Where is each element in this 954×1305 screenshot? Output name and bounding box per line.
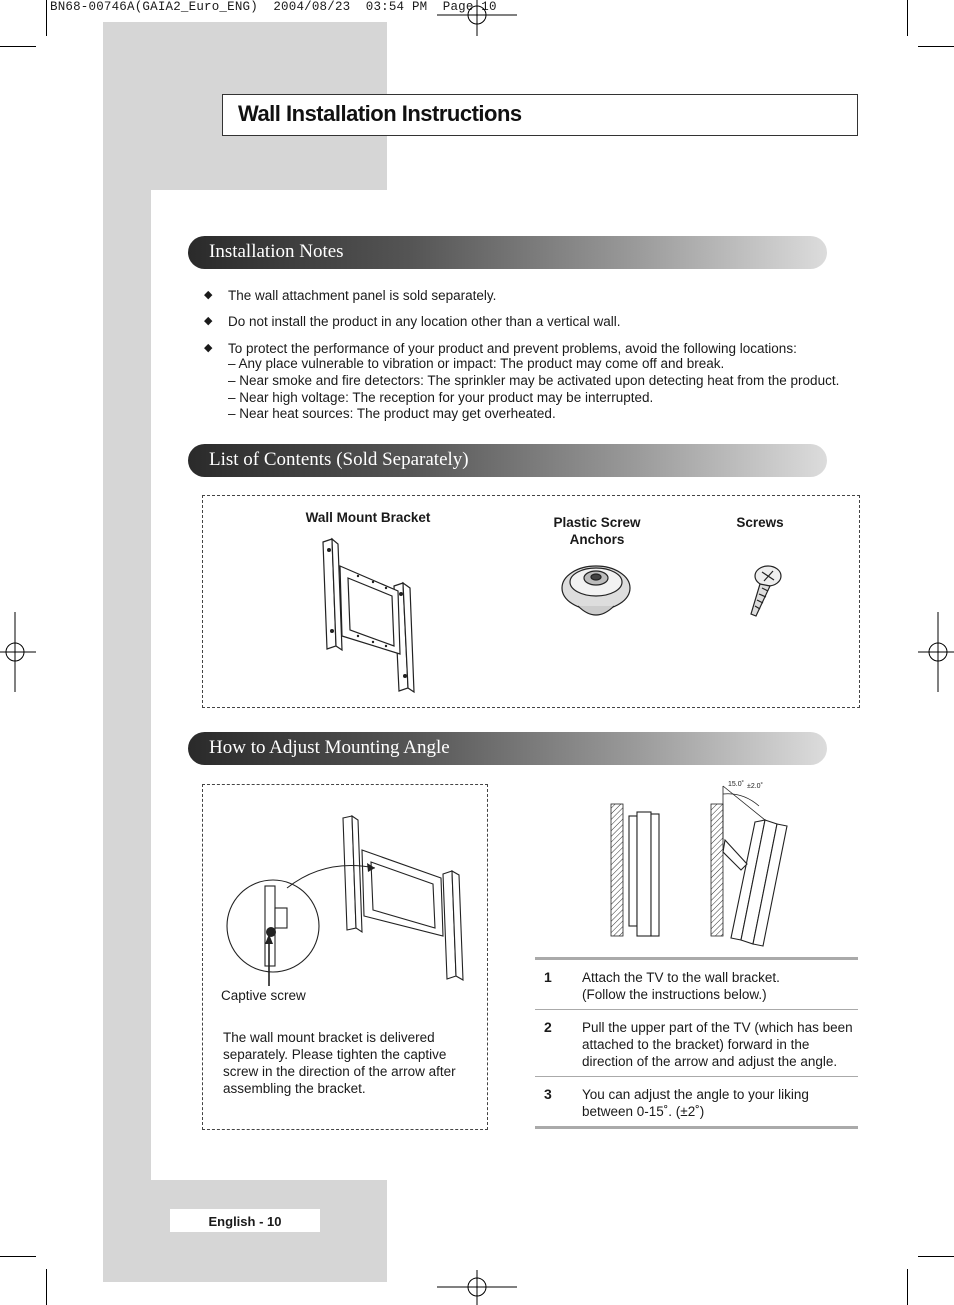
bracket-label: Wall Mount Bracket — [305, 510, 431, 525]
section-header-installation-notes — [188, 236, 827, 269]
section-header-adjust-angle — [188, 732, 827, 765]
sub-item: – Near heat sources: The product may get overheated. — [228, 406, 556, 421]
screw-icon — [740, 560, 800, 630]
sub-item: – Near high voltage: The reception for your product may be interrupted. — [228, 390, 654, 405]
print-header: BN68-00746A(GAIA2_Euro_ENG) 2004/08/23 03:54 PM Page 10 — [50, 0, 497, 14]
diamond-bullet-icon: ◆ — [204, 342, 213, 354]
section-heading: How to Adjust Mounting Angle — [209, 737, 450, 758]
divider — [535, 1076, 858, 1077]
step-number: 2 — [544, 1019, 552, 1035]
captive-screw-note: The wall mount bracket is delivered separately. Please tighten the captive screw in the direction of the arrow after assembling the bracket. — [223, 1030, 456, 1096]
plastic-anchor-icon — [558, 558, 638, 628]
section-heading: List of Contents (Sold Separately) — [209, 449, 469, 470]
page-title: Wall Installation Instructions — [238, 101, 522, 126]
diamond-bullet-icon: ◆ — [204, 289, 213, 301]
page-footer: English - 10 — [208, 1214, 282, 1229]
wall-mount-bracket-icon — [318, 536, 428, 696]
divider — [535, 957, 858, 960]
divider — [535, 1126, 858, 1129]
screws-label: Screws — [736, 515, 784, 530]
section-header-list-of-contents — [188, 444, 827, 477]
step-text: You can adjust the angle to your liking between 0-15˚. (±2˚) — [582, 1087, 809, 1119]
angle-label-a: 15.0˚ — [728, 781, 744, 788]
sub-item: – Any place vulnerable to vibration or impact: The product may come off and break. — [228, 356, 725, 371]
divider — [535, 1009, 858, 1010]
step-text: Pull the upper part of the TV (which has been attached to the bracket) forward in the direction of the arrow and adjust the angle. — [582, 1020, 853, 1069]
step-number: 1 — [544, 969, 552, 985]
step-text: Attach the TV to the wall bracket. (Follow the instructions below.) — [582, 970, 780, 1002]
angle-label-b: ±2.0˚ — [747, 783, 763, 790]
section-heading: Installation Notes — [209, 241, 344, 262]
gray-band-left — [103, 190, 151, 1282]
diamond-bullet-icon: ◆ — [204, 315, 213, 327]
captive-screw-label: Captive screw — [221, 988, 306, 1003]
tv-angle-diagram — [605, 780, 805, 950]
step-number: 3 — [544, 1086, 552, 1102]
anchors-label: Plastic Screw Anchors — [553, 515, 641, 547]
sub-item: – Near smoke and fire detectors: The sprinkler may be activated upon detecting heat from the product. — [228, 373, 840, 388]
captive-screw-diagram — [225, 808, 485, 1018]
